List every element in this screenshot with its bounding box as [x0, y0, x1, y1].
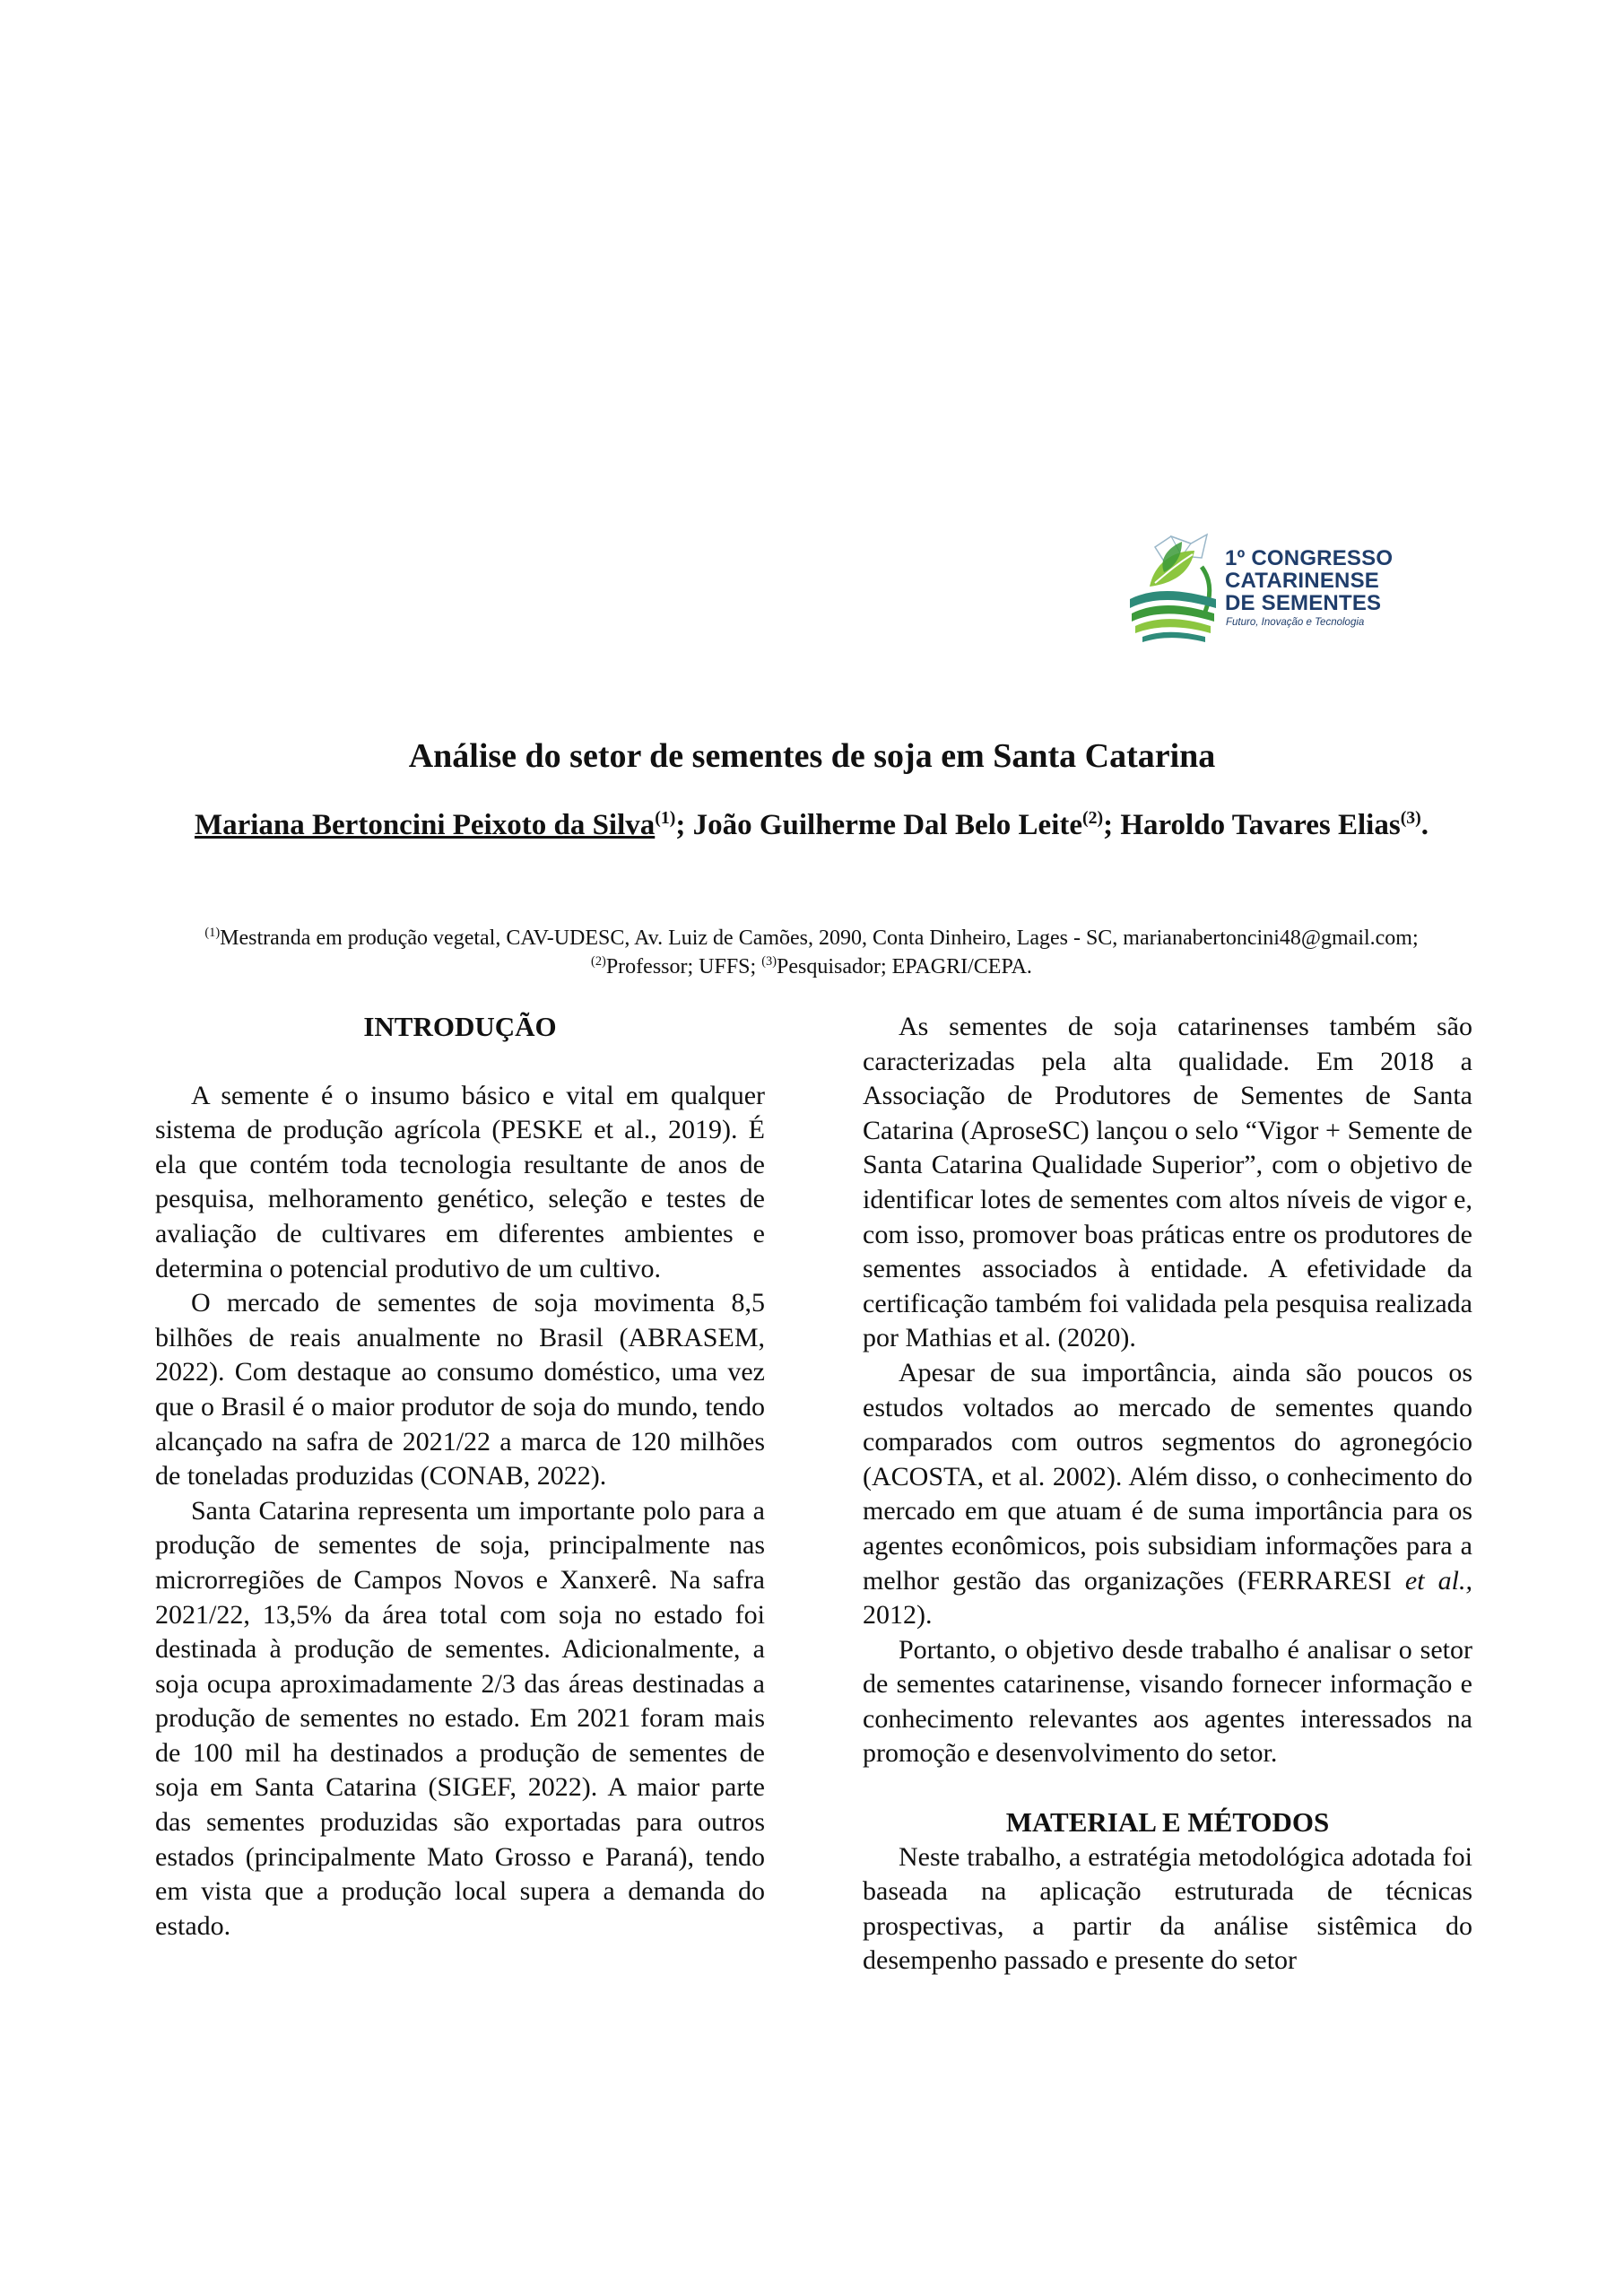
- author-end: .: [1420, 809, 1429, 841]
- logo-line-2: CATARINENSE: [1225, 569, 1379, 593]
- seed-emblem-icon: [1119, 531, 1225, 646]
- affil-1: Mestranda em produção vegetal, CAV-UDESC, Av. Luiz de Camões, 2090, Conta Dinheiro, Lages - SC, marianabertoncini48@gmail.com;: [220, 926, 1419, 950]
- logo-tagline: Futuro, Inovação e Tecnologia: [1226, 617, 1365, 628]
- intro-paragraph-3: Santa Catarina representa um importante polo para a produção de sementes de soja, principalmente nas microrregiões de Campos Novos e Xanxerê. Na safra 2021/22, 13,5% da área total com soja no estado foi destinada à produção de sementes. Adicionalmente, a soja ocupa aproximadamente 2/3 das áreas destinadas a produção de sementes no estado. Em 2021 foram mais de 100 mil ha destinados a produção de sementes de soja em Santa Catarina (SIGEF, 2022). A maior parte das sementes produzidas são exportadas para outros estados (principalmente Mato Grosso e Paraná), tendo em vista que a produção local supera a demanda do estado.: [155, 1495, 765, 1941]
- logo-wordmark: [1225, 547, 1393, 614]
- logo-line-1: 1º CONGRESSO: [1225, 546, 1394, 570]
- intro-paragraph-1: A semente é o insumo básico e vital em qualquer sistema de produção agrícola (PESKE et al., 2019). É ela que contém toda tecnologia resultante de anos de pesquisa, melhoramento genético, seleção e testes de avaliação de cultivares em diferentes ambientes e determina o potencial produtivo de um cultivo.: [155, 1080, 765, 1283]
- paper-title: Análise do setor de sementes de soja em Santa Catarina: [408, 737, 1216, 775]
- heading-introducao: INTRODUÇÃO: [363, 1011, 557, 1042]
- author-list: [170, 805, 1453, 845]
- intro-paragraph-5-end: 2012).: [863, 1600, 933, 1631]
- intro-paragraph-5-italic: et al.,: [1404, 1565, 1472, 1596]
- column-left: [155, 1010, 765, 1944]
- author-3: ; Haroldo Tavares Elias: [1103, 809, 1401, 841]
- affiliations: [188, 924, 1435, 981]
- author-3-mark: (3): [1400, 808, 1421, 828]
- author-2: ; João Guilherme Dal Belo Leite: [675, 809, 1083, 841]
- affil-3: Pesquisador; EPAGRI/CEPA.: [776, 955, 1032, 978]
- intro-paragraph-4: As sementes de soja catarinenses também são caracterizadas pela alta qualidade. Em 2018 a Associação de Produtores de Sementes de Santa Catarina (AproseSC) lançou o selo “Vigor + Semente de Santa Catarina Qualidade Superior”, com o objetivo de identificar lotes de sementes com altos níveis de vigor e, com isso, promover boas práticas entre os produtores de sementes associados à entidade. A efetividade da certificação também foi validada pela pesquisa realizada por Mathias et al. (2020).: [863, 1012, 1472, 1353]
- author-1: Mariana Bertoncini Peixoto da Silva: [194, 809, 656, 841]
- author-1-mark: (1): [655, 808, 676, 828]
- congress-logo: [1119, 531, 1404, 646]
- material-paragraph-1: Neste trabalho, a estratégia metodológica adotada foi baseada na aplicação estruturada de técnicas prospectivas, a partir da análise sistêmica do desempenho passado e presente do setor: [863, 1841, 1472, 1976]
- affil-2-mark: (2): [591, 954, 606, 969]
- affil-1-mark: (1): [204, 926, 221, 940]
- logo-line-3: DE SEMENTES: [1225, 591, 1382, 615]
- column-right: [863, 1010, 1472, 1979]
- affil-2: Professor; UFFS;: [605, 955, 762, 978]
- heading-material-metodos: MATERIAL E MÉTODOS: [1005, 1806, 1330, 1839]
- intro-paragraph-2: O mercado de sementes de soja movimenta 8,5 bilhões de reais anualmente no Brasil (ABRASEM, 2022). Com destaque ao consumo doméstico, uma vez que o Brasil é o maior produtor de soja do mundo, tendo alcançado na safra de 2021/22 a marca de 120 milhões de toneladas produzidas (CONAB, 2022).: [155, 1288, 765, 1492]
- intro-paragraph-6: Portanto, o objetivo desde trabalho é analisar o setor de sementes catarinense, visando fornecer informação e conhecimento relevantes aos agentes interessados na promoção e desenvolvimento do setor.: [863, 1634, 1472, 1769]
- author-2-mark: (2): [1082, 808, 1104, 828]
- intro-paragraph-5: [863, 1356, 1472, 1633]
- affil-3-mark: (3): [761, 954, 777, 969]
- intro-paragraph-5-text: Apesar de sua importância, ainda são poucos os estudos voltados ao mercado de sementes quando comparados com outros segmentos do agronegócio (ACOSTA, et al. 2002). Além disso, o conhecimento do mercado em que atuam é de suma importância para os agentes econômicos, pois subsidiam informações para a melhor gestão das organizações (FERRARESI: [863, 1357, 1472, 1596]
